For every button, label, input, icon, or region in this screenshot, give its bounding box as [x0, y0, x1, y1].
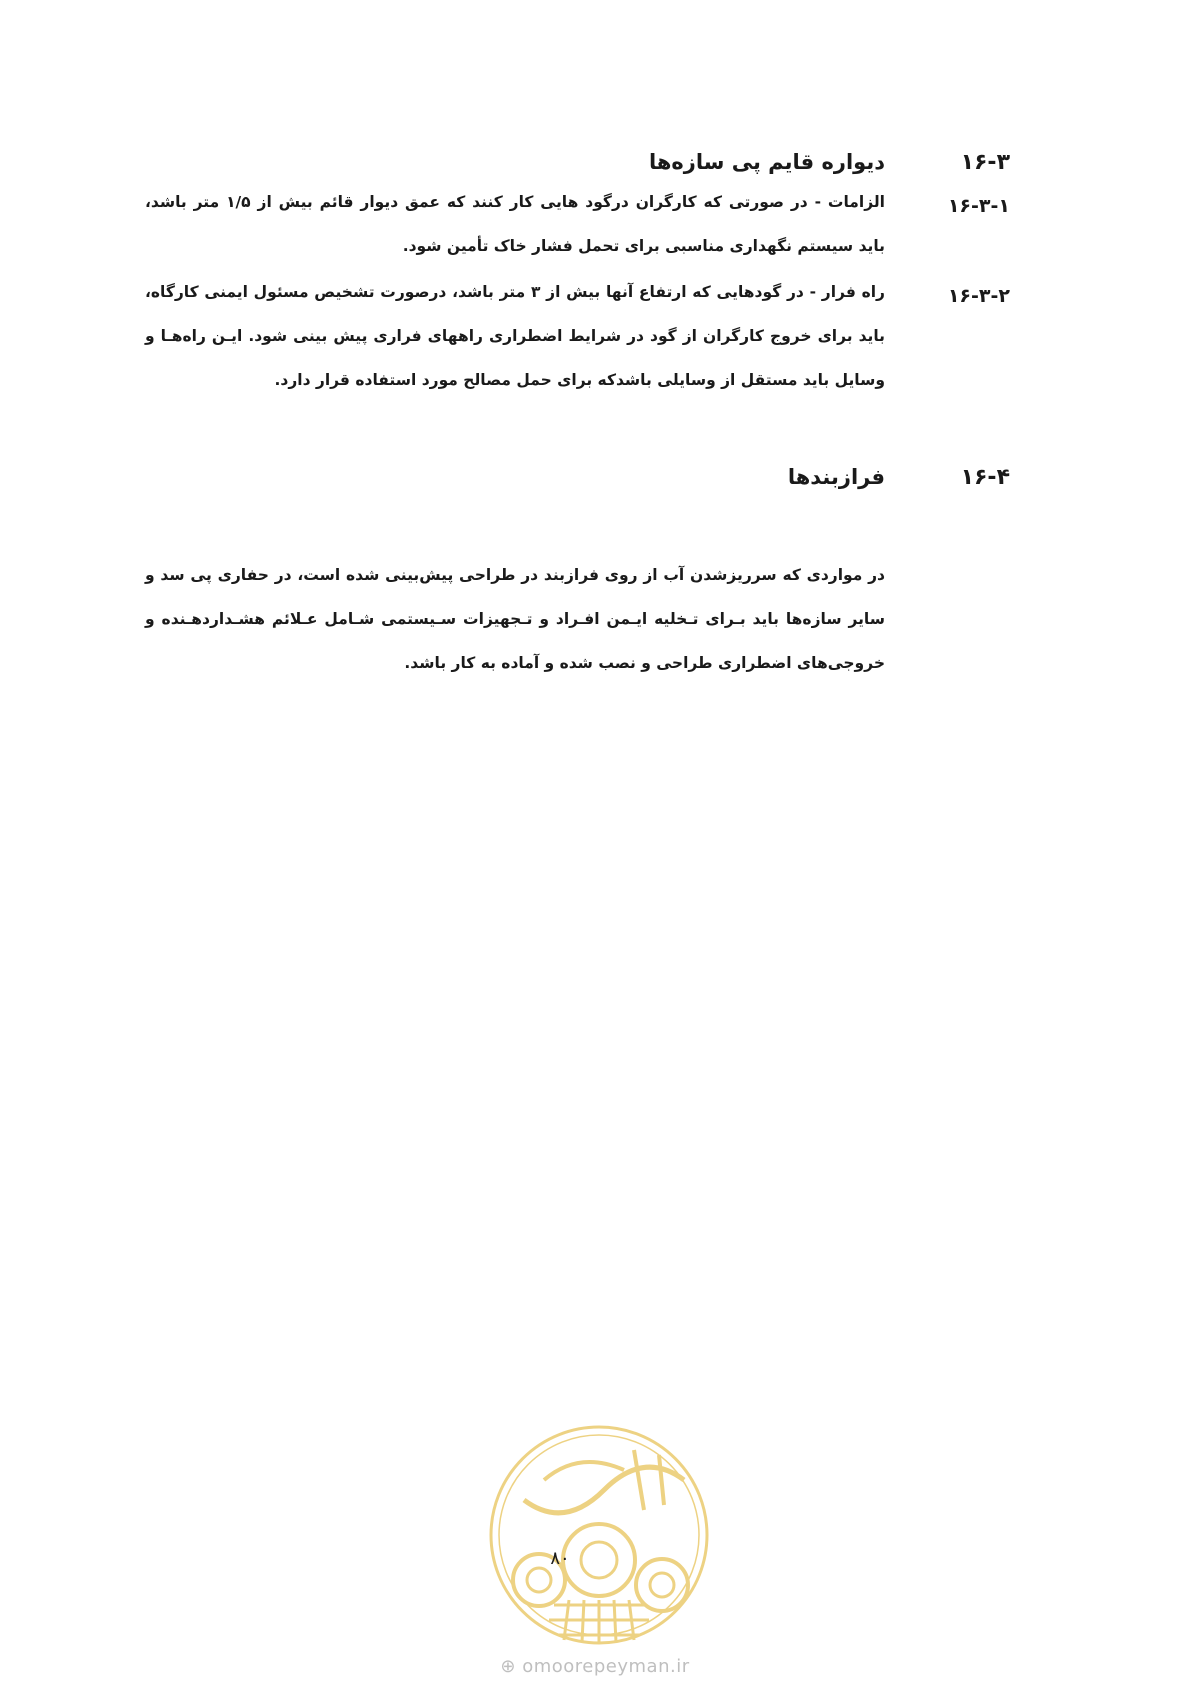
subsection-number: ۱۶-۳-۲ — [947, 285, 1010, 307]
globe-icon: ⊕ — [500, 1656, 516, 1677]
subsection-text: راه فرار - در گودهایی که ارتفاع آنها بیش از ۳ متر باشد، درصورت تشخیص مسئول ایمنی کارگاه، باید برای خروج کارگران از گود در شرایط اضطراری راههای فراری پیش بینی شود. ایـن راه‌هـا و وسایل باید مستقل از وسایلی باشدکه برای حمل مصالح مورد استفاده قرار دارد. — [145, 283, 885, 389]
section-title: دیواره قایم پی سازه‌ها — [648, 150, 885, 174]
subsection-number: ۱۶-۳-۱ — [947, 195, 1010, 217]
watermark-logo-icon — [484, 1420, 714, 1650]
website-footer — [0, 1656, 1190, 1677]
page-number: ۸۰ — [550, 1548, 570, 1569]
website-link[interactable]: omoorepeyman.ir — [522, 1656, 690, 1677]
section-number: ۱۶-۴ — [960, 465, 1010, 490]
section-number: ۱۶-۳ — [960, 150, 1010, 175]
subsection-text: الزامات - در صورتی که کارگران درگود هایی کار کنند که عمق دیوار قائم بیش از ۱/۵ متر باشد، باید سیستم نگهداری مناسبی برای تحمل فشار خاک تأمین شود. — [145, 193, 885, 255]
section-body: در مواردی که سرریزشدن آب از روی فرازبند در طراحی پیش‌بینی شده است، در حفاری پی سد و سایر سازه‌ها باید بـرای تـخلیه ایـمن افـراد و تـجهیزات سـیستمی شـامل عـلائم هشـداردهـنده و خروجی‌های اضطراری طراحی و نصب شده و آماده به کار باشد. — [145, 566, 885, 672]
section-title: فرازبندها — [787, 465, 885, 489]
